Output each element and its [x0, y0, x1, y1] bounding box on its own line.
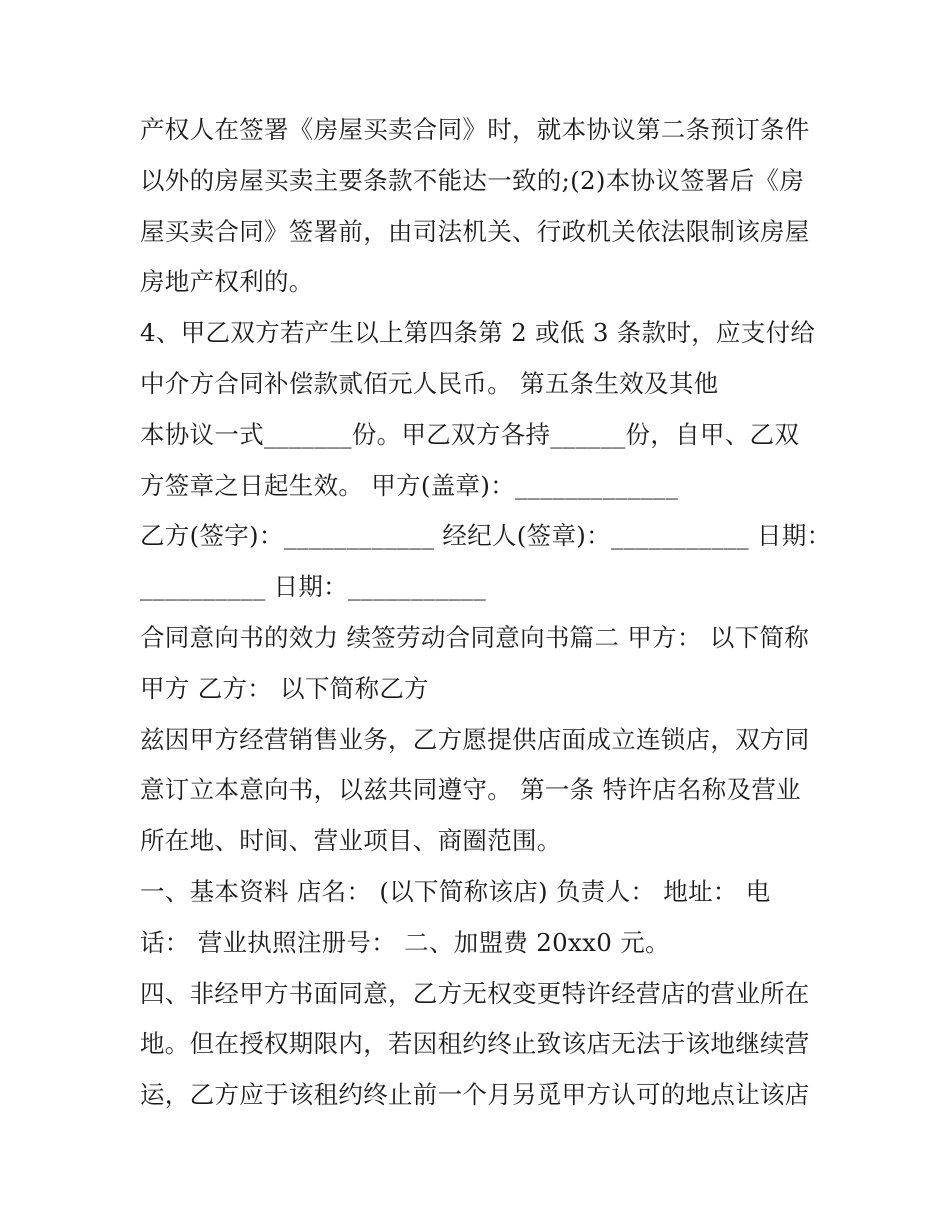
text-line: 运，乙方应于该租约终止前一个月另觅甲方认可的地点让该店 — [140, 1080, 810, 1110]
text-line: 以外的房屋买卖主要条款不能达一致的;(2)本协议签署后《房 — [140, 165, 805, 195]
text-line: 一、基本资料 店名： (以下简称该店) 负责人： 地址： 电 — [140, 876, 771, 906]
text-line: 合同意向书的效力 续签劳动合同意向书篇二 甲方： 以下简称 — [140, 622, 810, 652]
text-line: 4、甲乙双方若产生以上第四条第 2 或低 3 条款时，应支付给 — [140, 318, 816, 348]
text-line: 中介方合同补偿款贰佰元人民币。 第五条生效及其他 — [140, 368, 719, 398]
text-line: 话： 营业执照注册号： 二、加盟费 20xx0 元。 — [140, 927, 670, 957]
text-line: __________ 日期：___________ — [140, 572, 487, 602]
text-line: 方签章之日起生效。 甲方(盖章)：_____________ — [140, 470, 679, 500]
text-line: 甲方 乙方： 以下简称乙方 — [140, 673, 429, 703]
text-line: 四、非经甲方书面同意，乙方无权变更特许经营店的营业所在 — [140, 978, 810, 1008]
text-line: 乙方(签字)：____________ 经纪人(签章)：___________ 日期： — [140, 521, 832, 551]
text-line: 房地产权利的。 — [140, 267, 314, 297]
text-line: 地。但在授权期限内，若因租约终止致该店无法于该地继续营 — [140, 1029, 810, 1059]
text-line: 意订立本意向书，以兹共同遵守。 第一条 特许店名称及营业 — [140, 775, 801, 805]
text-line: 兹因甲方经营销售业务，乙方愿提供店面成立连锁店，双方同 — [140, 724, 810, 754]
text-line: 产权人在签署《房屋买卖合同》时，就本协议第二条预订条件 — [140, 115, 810, 144]
text-line: 屋买卖合同》签署前，由司法机关、行政机关依法限制该房屋 — [140, 216, 810, 246]
text-line: 所在地、时间、营业项目、商圈范围。 — [140, 826, 562, 856]
text-line: 本协议一式_______份。甲乙双方各持______份，自甲、乙双 — [140, 419, 800, 449]
document-body — [140, 105, 832, 1121]
